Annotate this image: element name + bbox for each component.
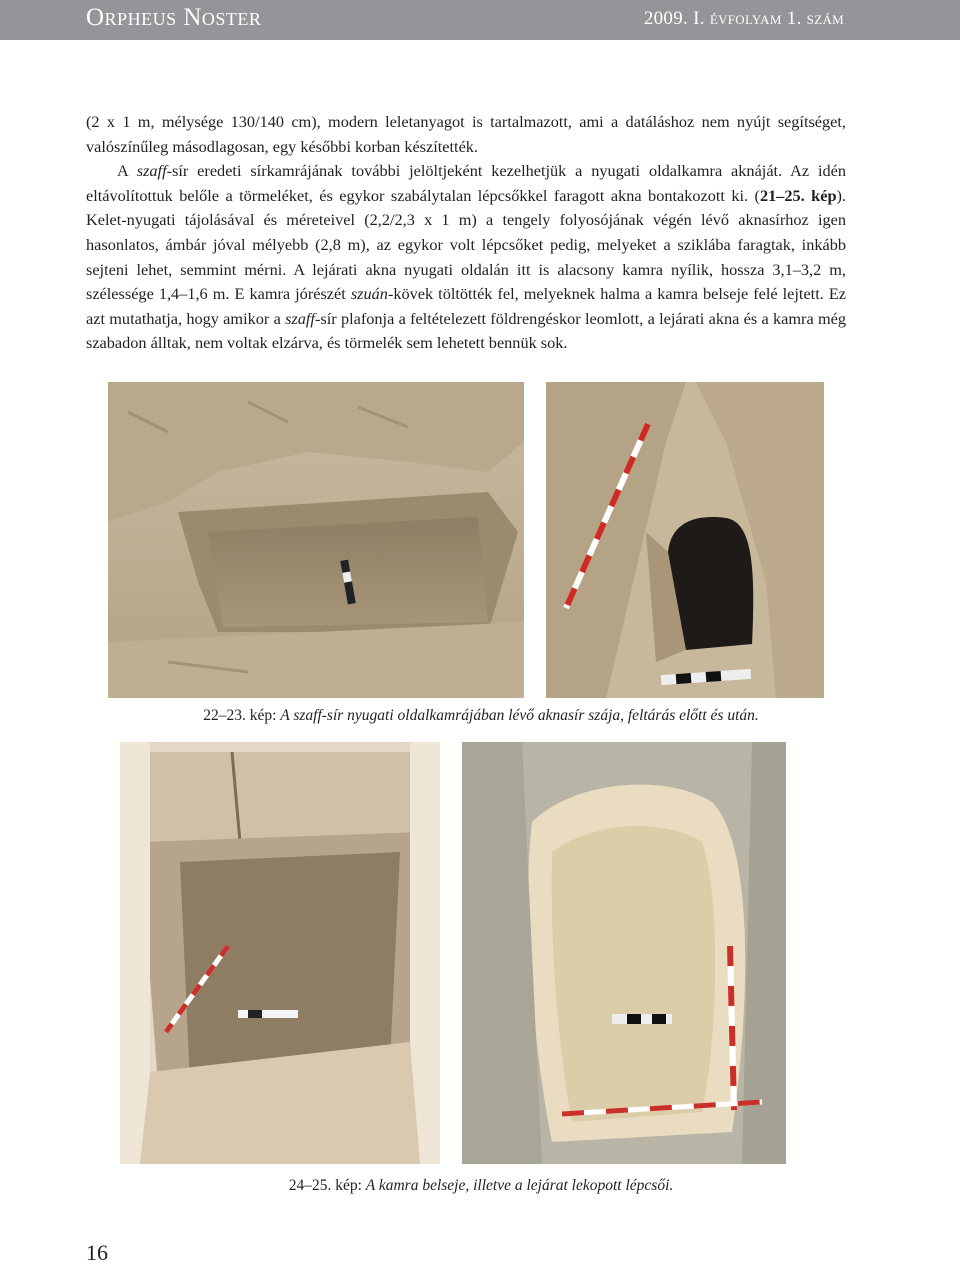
italic-term: szaff [136,161,167,181]
text-span: A [117,161,137,181]
text-span: ). Kelet-nyugati tájolásával és méreteivel (2,2/2,3 x 1 m) a tengely folyosójának végén lévő aknasírhoz igen hasonlatos, ámbár jóval mélyebb (2,8 m), az egykor volt lépcsőket pedig, melyeket a sziklába faragtak, inkább sejteni lehet, semmint mérni. A lejárati akna nyugati oldalán itt is alacsony kamra nyílik, hossza 3,1–3,2 m, szélessége 1,4–1,6 m. E kamra jórészét [86,185,846,304]
page-header [0,0,960,40]
paragraph-2 [86,159,846,356]
caption-text: A kamra belseje, illetve a lejárat lekopott lépcsői. [365,1177,674,1194]
photo-shaft-before [108,382,524,698]
italic-term: szuán [350,284,388,304]
figure-reference: 21–25. kép [759,185,837,205]
caption-22-23 [86,707,876,725]
caption-24-25 [86,1177,876,1195]
paragraph-1: (2 x 1 m, mélysége 130/140 cm), modern leletanyagot is tartalmazott, ami a datáláshoz nem nyújt segítséget, valószínűleg másodlagosan, egy későbbi korban készítették. [86,112,846,156]
journal-title: Orpheus Noster [86,4,262,31]
text-span: -kövek töltötték fel, melyeknek halma a kamra belseje felé lejtett. Ez azt mutathatja, hogy amikor a [86,284,846,328]
text-span: -sír plafonja a feltételezett földrengéskor leomlott, a lejárati akna és a kamra még szabadon álltak, nem voltak elzárva, és törmelék sem lehetett bennük sok. [86,308,846,353]
issue-label: 2009. I. évfolyam 1. szám [643,8,844,29]
page-number: 16 [86,1240,108,1265]
photo-shaft-after [546,382,824,698]
text-span: -sír eredeti sírkamrájának további jelöltjeként kezelhetjük a nyugati oldalkamra aknáját. Az idén eltávolítottuk belőle a törmeléket, és egykor szabálytalan lépcsőkkel faragott akna bontakozott ki. ( [86,161,846,205]
photo-chamber-interior [120,742,440,1164]
article-body [86,110,846,356]
caption-number: 22–23. kép: [203,707,281,724]
photo-worn-steps [462,742,786,1164]
caption-number: 24–25. kép: [288,1177,366,1194]
caption-text: A szaff-sír nyugati oldalkamrájában lévő aknasír szája, feltárás előtt és után. [280,707,759,724]
italic-term: szaff [285,308,315,328]
